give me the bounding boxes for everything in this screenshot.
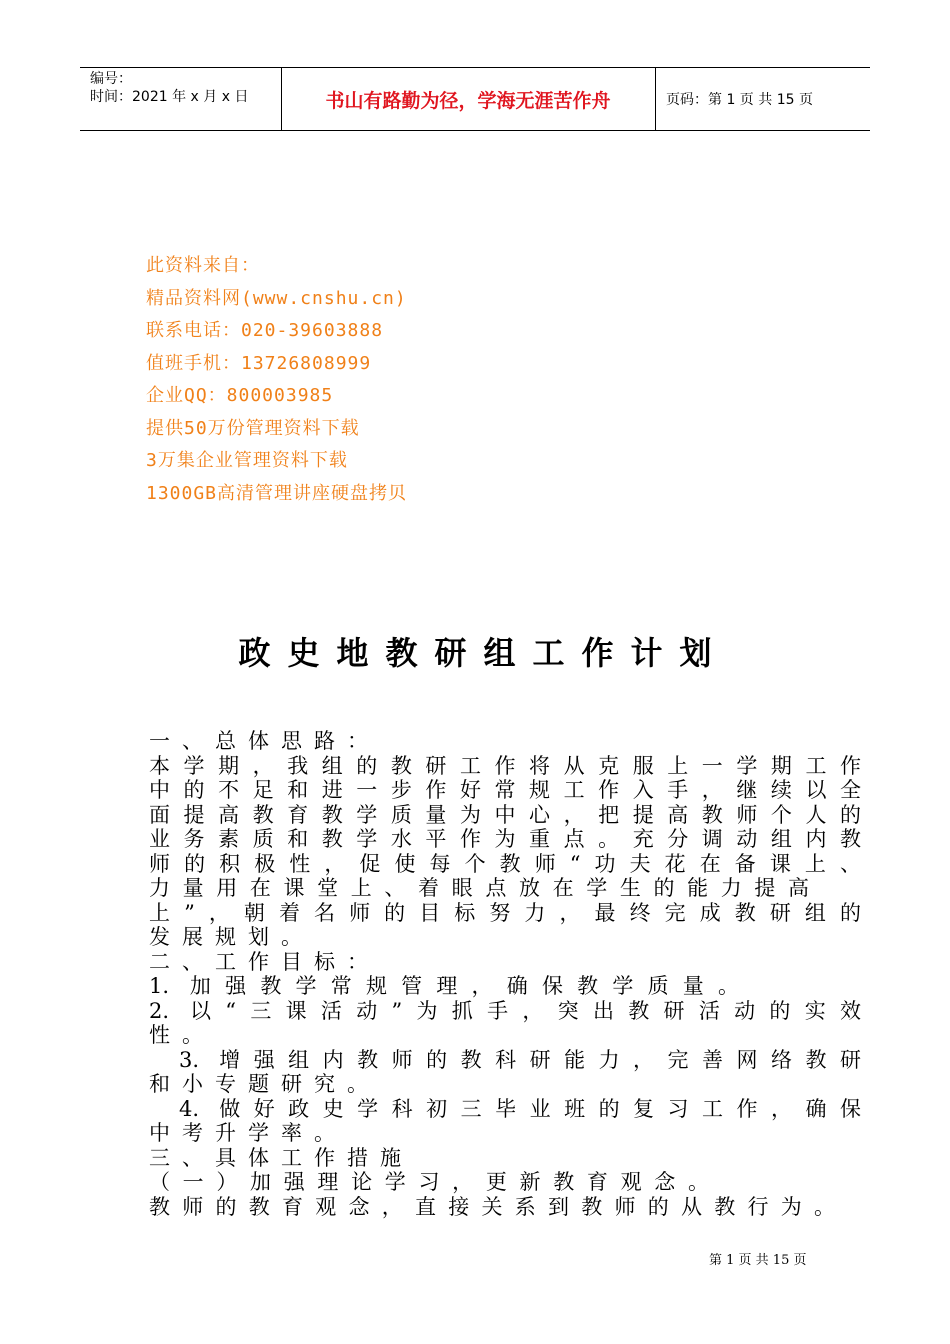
body-line: 上”，朝着名师的目标努力，最终完成教研组的 bbox=[149, 900, 861, 925]
source-line: 值班手机：13726808999 bbox=[146, 352, 372, 374]
section-heading: 二、工作目标： bbox=[149, 949, 380, 974]
page-label: 页码：第 1 页 共 15 页 bbox=[666, 92, 813, 108]
body-line: 中的不足和进一步作好常规工作入手，继续以全 bbox=[149, 778, 861, 802]
body-line: 本学期，我组的教研工作将从克服上一学期工作 bbox=[149, 753, 861, 778]
body-line: 面提高教育教学质量为中心，把提高教师个人的 bbox=[149, 802, 861, 827]
source-line: 提供50万份管理资料下载 bbox=[146, 417, 360, 439]
source-line: 精品资料网(www.cnshu.cn) bbox=[146, 287, 407, 309]
number-label: 编号： bbox=[90, 71, 132, 87]
body-line: 师的积极性，促使每个教师“功夫花在备课上、 bbox=[149, 851, 861, 876]
goal-item: 1. 加强教学常规管理，确保教学质量。 bbox=[149, 974, 739, 998]
body-line: 教师的教育观念，直接关系到教师的从教行为。 bbox=[149, 1194, 835, 1219]
goal-item: 中考升学率。 bbox=[149, 1121, 347, 1145]
section-heading: 三、具体工作措施 bbox=[149, 1145, 413, 1170]
goal-item: 4. 做好政史学科初三毕业班的复习工作，确保 bbox=[179, 1096, 861, 1121]
source-line: 此资料来自： bbox=[146, 255, 260, 276]
goal-item: 3. 增强组内教师的教科研能力，完善网络教研 bbox=[179, 1047, 861, 1072]
document-title: 政史地教研组工作计划 bbox=[238, 634, 729, 672]
section-heading: 一、总体思路： bbox=[149, 729, 380, 753]
measure-item: （一）加强理论学习，更新教育观念。 bbox=[149, 1170, 709, 1194]
goal-item: 和小专题研究。 bbox=[149, 1072, 380, 1096]
body-line: 发展规划。 bbox=[149, 925, 314, 949]
document-body bbox=[149, 729, 861, 1219]
source-line: 企业QQ：800003985 bbox=[146, 385, 334, 406]
page-footer: 第 1 页 共 15 页 bbox=[709, 1253, 807, 1268]
time-label: 时间：2021 年 x 月 x 日 bbox=[90, 89, 249, 105]
motto: 书山有路勤为径，学海无涯苦作舟 bbox=[325, 89, 611, 112]
source-line: 3万集企业管理资料下载 bbox=[146, 450, 348, 471]
source-line: 1300GB高清管理讲座硬盘拷贝 bbox=[146, 482, 408, 504]
body-line: 业务素质和教学水平作为重点。充分调动组内教 bbox=[149, 827, 861, 851]
goal-item: 性。 bbox=[149, 1023, 215, 1047]
body-line: 力量用在课堂上、着眼点放在学生的能力提高 bbox=[149, 876, 809, 900]
header-meta bbox=[90, 70, 248, 106]
divider bbox=[655, 68, 656, 130]
goal-item: 2. 以“三课活动”为抓手，突出教研活动的实效 bbox=[149, 998, 861, 1023]
header-table bbox=[80, 67, 870, 131]
source-block bbox=[146, 250, 407, 510]
source-line: 联系电话：020-39603888 bbox=[146, 320, 384, 341]
